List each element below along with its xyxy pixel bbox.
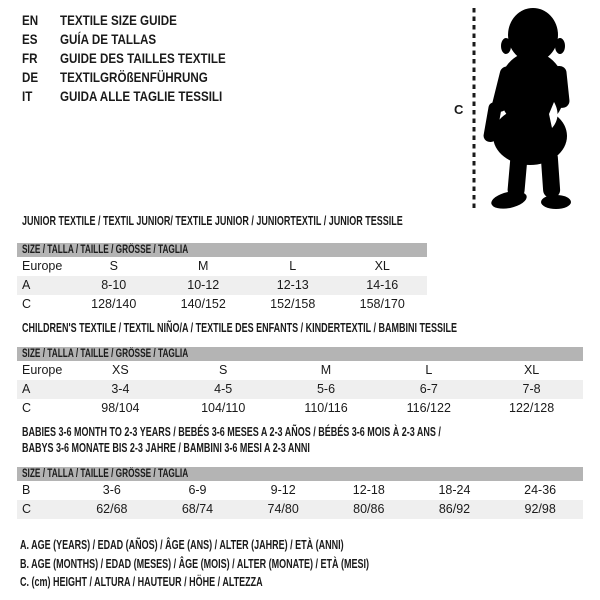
table-row	[17, 380, 583, 399]
table-cell: S	[109, 259, 118, 273]
table-cell: A	[17, 276, 69, 295]
table-cell: 14-16	[338, 276, 428, 295]
table-cell: 6-9	[188, 483, 207, 497]
table-row	[17, 361, 583, 380]
toddler-body	[483, 8, 571, 212]
footnote-c: C. (cm) HEIGHT / ALTURA / HAUTEUR / HÖHE / ALTEZZA	[20, 575, 263, 589]
table-cell: 98/104	[101, 401, 140, 415]
language-row-fr	[22, 48, 260, 67]
junior-textile-section	[17, 213, 427, 314]
table-cell: 18-24	[438, 483, 471, 497]
language-code: FR	[22, 49, 38, 66]
table-cell: Europe	[22, 259, 63, 273]
table-cell: 152/158	[270, 297, 316, 311]
table-cell: 74/80	[240, 500, 326, 519]
toddler-silhouette-icon	[452, 2, 582, 214]
table-cell: 128/140	[91, 297, 137, 311]
table-cell: L	[425, 363, 433, 377]
table-cell: 116/122	[406, 401, 451, 415]
table-cell: 80/86	[326, 500, 412, 519]
table-cell: 158/170	[359, 297, 405, 311]
language-title: GUIDA ALLE TAGLIE TESSILI	[60, 87, 223, 104]
table-cell: 68/74	[155, 500, 241, 519]
table-cell: C	[22, 401, 32, 415]
table-cell: XL	[374, 259, 390, 273]
table-cell: Europe	[22, 363, 63, 377]
table-cell: 122/128	[509, 401, 555, 415]
table-row	[17, 257, 427, 276]
language-header	[22, 10, 260, 105]
language-code: IT	[22, 87, 33, 104]
footnote-a: A. AGE (YEARS) / EDAD (AÑOS) / ÂGE (ANS) / ALTER (JAHRE) / ETÀ (ANNI)	[20, 538, 344, 552]
babies-section-title-line2: BABYS 3-6 MONATE BIS 2-3 JAHRE / BAMBINI 3-6 MESI A 2-3 ANNI	[22, 441, 310, 455]
table-row	[17, 295, 427, 314]
table-cell: 110/116	[304, 401, 348, 415]
language-title: GUIDE DES TAILLES TEXTILE	[60, 49, 226, 66]
junior-section-title: JUNIOR TEXTILE / TEXTIL JUNIOR/ TEXTILE JUNIOR / JUNIORTEXTIL / JUNIOR TESSILE	[22, 214, 403, 228]
table-cell: 4-5	[172, 380, 275, 399]
language-row-en	[22, 10, 260, 29]
table-cell: 7-8	[480, 380, 583, 399]
table-cell: 12-18	[352, 483, 385, 497]
language-code: DE	[22, 68, 39, 85]
table-cell: 92/98	[497, 500, 583, 519]
table-cell: 12-13	[248, 276, 338, 295]
table-cell: B	[22, 483, 31, 497]
table-cell: 3-6	[102, 483, 121, 497]
table-cell: 6-7	[377, 380, 480, 399]
table-cell: 104/110	[201, 401, 246, 415]
table-cell: 9-12	[270, 483, 296, 497]
language-code: ES	[22, 30, 38, 47]
junior-size-table	[17, 243, 427, 314]
table-cell: 5-6	[275, 380, 378, 399]
babies-size-table	[17, 467, 583, 519]
childrens-section-title: CHILDREN'S TEXTILE / TEXTIL NIÑO/A / TEXTILE DES ENFANTS / KINDERTEXTIL / BAMBINI TESSILE	[22, 321, 458, 335]
language-title: GUÍA DE TALLAS	[60, 30, 157, 47]
childrens-size-table	[17, 347, 583, 418]
childrens-textile-section	[17, 320, 583, 418]
footnote-b: B. AGE (MONTHS) / EDAD (MESES) / ÂGE (MOIS) / ALTER (MONATE) / ETÀ (MESI)	[20, 556, 369, 571]
language-row-it	[22, 86, 260, 105]
table-cell: XS	[112, 363, 129, 377]
table-cell: C	[22, 297, 32, 311]
table-cell: 10-12	[159, 276, 249, 295]
table-cell: C	[17, 500, 69, 519]
table-cell: L	[289, 259, 297, 273]
table-cell: 8-10	[69, 276, 159, 295]
footnotes	[20, 536, 505, 592]
table-header-band: SIZE / TALLA / TAILLE / GRÖSSE / TAGLIA	[17, 347, 583, 361]
language-code: EN	[22, 11, 39, 28]
table-cell: 24-36	[524, 483, 557, 497]
measure-label-c: C	[454, 102, 464, 117]
language-row-de	[22, 67, 260, 86]
table-row	[17, 276, 427, 295]
table-cell: 3-4	[69, 380, 172, 399]
table-row	[17, 500, 583, 519]
table-cell: 86/92	[412, 500, 498, 519]
table-header-band: SIZE / TALLA / TAILLE / GRÖSSE / TAGLIA	[17, 467, 583, 481]
table-header-band: SIZE / TALLA / TAILLE / GRÖSSE / TAGLIA	[17, 243, 427, 257]
table-cell: M	[198, 259, 209, 273]
language-title: TEXTILGRÖßENFÜHRUNG	[60, 68, 208, 85]
table-cell: S	[219, 363, 228, 377]
babies-textile-section	[17, 424, 583, 519]
table-cell: XL	[523, 363, 540, 377]
table-cell: 140/152	[180, 297, 226, 311]
table-cell: M	[320, 363, 332, 377]
table-cell: 62/68	[69, 500, 155, 519]
table-row	[17, 399, 583, 418]
table-row	[17, 481, 583, 500]
babies-section-title-line1: BABIES 3-6 MONTH TO 2-3 YEARS / BEBÉS 3-6 MESES A 2-3 AÑOS / BÉBÉS 3-6 MOIS À 2-3 ANS /	[22, 425, 441, 439]
language-title: TEXTILE SIZE GUIDE	[60, 11, 177, 28]
table-cell: A	[17, 380, 69, 399]
language-row-es	[22, 29, 260, 48]
